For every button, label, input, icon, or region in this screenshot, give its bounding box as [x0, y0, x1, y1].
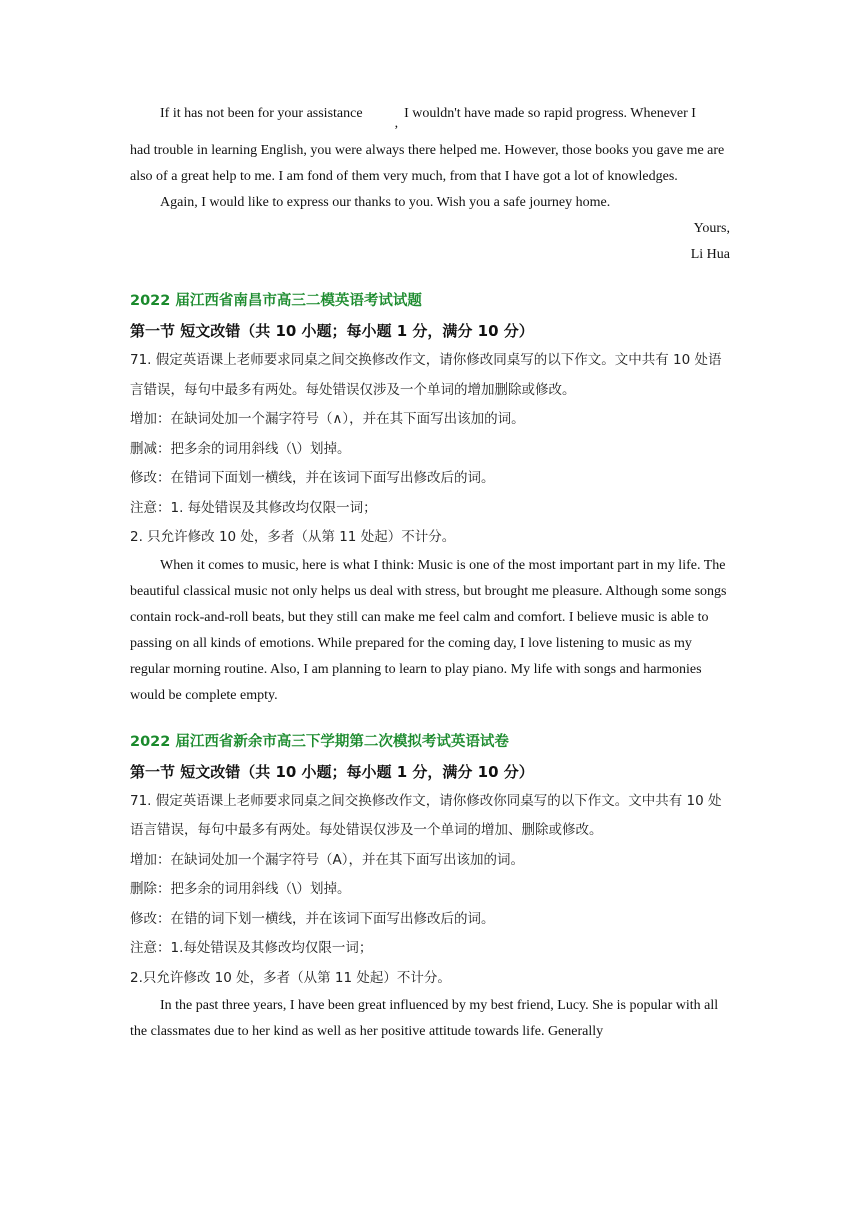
section1-instruction-6: 2. 只允许修改 10 处，多者（从第 11 处起）不计分。	[130, 529, 456, 545]
section2-instruction-6: 2.只允许修改 10 处，多者（从第 11 处起）不计分。	[130, 969, 451, 986]
letter-p1-part2: I wouldn't have made so rapid progress. Whenever I	[404, 106, 696, 121]
section1-instruction-4: 修改：在错词下面划一横线，并在该词下面写出修改后的词。	[130, 470, 495, 486]
letter-p1-comma: ,	[394, 116, 399, 131]
section1-instruction-5: 注意：1. 每处错误及其修改均仅限一词；	[130, 499, 377, 516]
letter-paragraph-1	[130, 100, 730, 131]
document-page	[130, 100, 730, 1045]
section2-subtitle: 第一节 短文改错（共 10 小题；每小题 1 分，满分 10 分）	[130, 762, 534, 781]
letter-paragraph-1-rest: had trouble in learning English, you were always there helped me. However, those books you gave me are also of a great help to me. I am fond of them very much, from that I have got a lot of knowledges.	[130, 143, 725, 184]
section1-subtitle: 第一节 短文改错（共 10 小题；每小题 1 分，满分 10 分）	[130, 322, 534, 340]
letter-p1-part1: If it has not been for your assistance	[160, 106, 363, 121]
letter-closing: Yours,	[693, 221, 730, 236]
section1-instruction-1: 71. 假定英语课上老师要求同桌之间交换修改作文，请你修改同桌写的以下作文。文中共有 10 处语言错误，每句中最多有两处。每处错误仅涉及一个单词的增加删除或修改。	[130, 352, 722, 398]
section1-instruction-2: 增加：在缺词处加一个漏字符号（∧），并在其下面写出该加的词。	[130, 411, 525, 427]
section2-title: 2022 届江西省新余市高三下学期第二次模拟考试英语试卷	[130, 733, 509, 750]
section1-title: 2022 届江西省南昌市高三二模英语考试试题	[130, 293, 422, 309]
section2-instruction-5: 注意：1.每处错误及其修改均仅限一词；	[130, 940, 373, 956]
section2-passage: In the past three years, I have been great influenced by my best friend, Lucy. She is popular with all the classmates due to her kind as well as her positive attitude towards life. Generally	[130, 998, 719, 1039]
letter-signature: Li Hua	[690, 247, 730, 262]
section1-passage: When it comes to music, here is what I think: Music is one of the most important part in my life. The beautiful classical music not only helps us deal with stress, but brought me pleasure. Although some songs contain rock-and-roll beats, but they still can make me feel calm and comfort. I believe music is able to passing on all kinds of emotions. While prepared for the coming day, I love listening to music as my regular morning routine. Also, I am planning to learn to play piano. My life with songs and harmonies would be complete empty.	[130, 557, 727, 703]
section2-instruction-4: 修改：在错的词下划一横线，并在该词下面写出修改后的词。	[130, 910, 495, 927]
section1-instruction-3: 删减：把多余的词用斜线（\）划掉。	[130, 440, 351, 457]
section2-instruction-3: 删除：把多余的词用斜线（\）划掉。	[130, 881, 351, 897]
letter-paragraph-2: Again, I would like to express our thanks to you. Wish you a safe journey home.	[160, 195, 611, 210]
section2-instruction-2: 增加：在缺词处加一个漏字符号（A），并在其下面写出该加的词。	[130, 851, 524, 868]
section2-instruction-1: 71. 假定英语课上老师要求同桌之间交换修改作文，请你修改你同桌写的以下作文。文中共有 10 处语言错误，每句中最多有两处。每处错误仅涉及一个单词的增加、删除或修改。	[130, 792, 722, 838]
